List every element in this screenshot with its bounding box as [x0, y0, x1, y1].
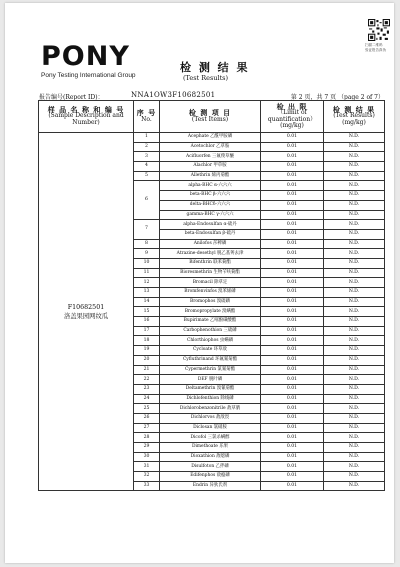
test-result: N.D. [324, 249, 385, 259]
limit-of-quantification: 0.01 [261, 384, 324, 394]
limit-of-quantification: 0.01 [261, 278, 324, 288]
row-number: 1 [134, 133, 160, 143]
test-result: N.D. [324, 258, 385, 268]
row-number: 32 [134, 472, 160, 482]
test-item: Disulfoton 乙拌磷 [160, 462, 261, 472]
test-result: N.D. [324, 181, 385, 191]
report-page [5, 3, 394, 563]
limit-of-quantification: 0.01 [261, 481, 324, 491]
test-item: Anilofos 莎稗磷 [160, 239, 261, 249]
row-number: 18 [134, 336, 160, 346]
row-number: 13 [134, 288, 160, 298]
test-result: N.D. [324, 375, 385, 385]
test-item: delta-BHCδ-六六六 [160, 200, 261, 210]
test-item: Dichlofenthion 除线磷 [160, 394, 261, 404]
qr-caption: 扫描二维码 验证报告真伪 [365, 43, 386, 52]
limit-of-quantification: 0.01 [261, 375, 324, 385]
row-number: 3 [134, 152, 160, 162]
test-item: DEF 脱叶磷 [160, 375, 261, 385]
limit-of-quantification: 0.01 [261, 171, 324, 181]
row-number: 19 [134, 346, 160, 356]
sample-number: F10682501 [67, 303, 105, 311]
limit-of-quantification: 0.01 [261, 394, 324, 404]
header-result: 检 测 结 果 (Test Results) (mg/kg) [324, 101, 385, 133]
test-result: N.D. [324, 278, 385, 288]
sample-name: 洛盖果园网纹瓜 [63, 312, 109, 320]
row-number: 29 [134, 443, 160, 453]
limit-of-quantification: 0.01 [261, 413, 324, 423]
row-number: 8 [134, 239, 160, 249]
test-item: Bromophos 溴硫磷 [160, 297, 261, 307]
header-no: 序 号 No. [134, 101, 160, 133]
test-item: Dioxathion 敌噁磷 [160, 452, 261, 462]
row-number: 30 [134, 452, 160, 462]
limit-of-quantification: 0.01 [261, 423, 324, 433]
table-row [39, 133, 385, 143]
test-result: N.D. [324, 288, 385, 298]
row-number: 24 [134, 394, 160, 404]
report-title-en: (Test Results) [183, 74, 229, 82]
limit-of-quantification: 0.01 [261, 152, 324, 162]
test-result: N.D. [324, 210, 385, 220]
test-item: beta-Endosulfan β-硫丹 [160, 229, 261, 239]
test-item: Carbophenothion 三硫磷 [160, 326, 261, 336]
limit-of-quantification: 0.01 [261, 288, 324, 298]
test-result: N.D. [324, 171, 385, 181]
limit-of-quantification: 0.01 [261, 317, 324, 327]
test-result: N.D. [324, 152, 385, 162]
row-number: 7 [134, 220, 160, 239]
row-number: 2 [134, 142, 160, 152]
limit-of-quantification: 0.01 [261, 336, 324, 346]
row-number: 33 [134, 481, 160, 491]
test-item: Bromacil 除草定 [160, 278, 261, 288]
row-number: 12 [134, 278, 160, 288]
limit-of-quantification: 0.01 [261, 462, 324, 472]
row-number: 6 [134, 181, 160, 220]
test-item: Alachlor 甲草胺 [160, 162, 261, 172]
company-name: Pony Testing International Group [41, 72, 136, 79]
test-result: N.D. [324, 142, 385, 152]
limit-of-quantification: 0.01 [261, 307, 324, 317]
company-logo [41, 43, 181, 79]
row-number: 17 [134, 326, 160, 336]
test-result: N.D. [324, 307, 385, 317]
report-title-zh: 检 测 结 果 [180, 61, 250, 74]
report-id: NNA1OW3F10682501 [131, 91, 216, 99]
limit-of-quantification: 0.01 [261, 239, 324, 249]
test-item: Cycloate 环草敌 [160, 346, 261, 356]
row-number: 28 [134, 433, 160, 443]
test-item: Dichlorobenzonitrile 敌草腈 [160, 404, 261, 414]
qr-code-icon [368, 19, 390, 41]
test-result: N.D. [324, 394, 385, 404]
limit-of-quantification: 0.01 [261, 355, 324, 365]
test-result: N.D. [324, 472, 385, 482]
row-number: 16 [134, 317, 160, 327]
test-result: N.D. [324, 133, 385, 143]
row-number: 26 [134, 413, 160, 423]
limit-of-quantification: 0.01 [261, 220, 324, 230]
row-number: 31 [134, 462, 160, 472]
test-item: Dicofol 三氯杀螨醇 [160, 433, 261, 443]
test-item: Bifenthrin 联苯菊酯 [160, 258, 261, 268]
header-sample: 样 品 名 称 和 编 号 (Sample Description and Number) [39, 101, 134, 133]
page-info: 第 2 页，共 7 页 （page 2 of 7） [290, 94, 384, 101]
row-number: 14 [134, 297, 160, 307]
test-item: Chlorthiophos 虫螨磷 [160, 336, 261, 346]
limit-of-quantification: 0.01 [261, 249, 324, 259]
test-item: Allethrin 烯丙菊酯 [160, 171, 261, 181]
limit-of-quantification: 0.01 [261, 229, 324, 239]
results-table [38, 100, 385, 491]
test-result: N.D. [324, 481, 385, 491]
test-result: N.D. [324, 200, 385, 210]
limit-of-quantification: 0.01 [261, 162, 324, 172]
row-number: 11 [134, 268, 160, 278]
test-result: N.D. [324, 191, 385, 201]
limit-of-quantification: 0.01 [261, 346, 324, 356]
header-loq: 检 出 限 （Limit of quantification） (mg/kg) [261, 101, 324, 133]
row-number: 23 [134, 384, 160, 394]
test-item: Cypermethrin 氯氰菊酯 [160, 365, 261, 375]
test-result: N.D. [324, 384, 385, 394]
test-item: Edifenphos 敌瘟磷 [160, 472, 261, 482]
test-result: N.D. [324, 413, 385, 423]
header-items: 检 测 项 目 (Test Items) [160, 101, 261, 133]
test-item: Dimethoate 乐果 [160, 443, 261, 453]
results-body [39, 133, 385, 491]
limit-of-quantification: 0.01 [261, 258, 324, 268]
test-item: alpha-BHC α-六六六 [160, 181, 261, 191]
test-result: N.D. [324, 326, 385, 336]
row-number: 20 [134, 355, 160, 365]
test-result: N.D. [324, 433, 385, 443]
test-result: N.D. [324, 452, 385, 462]
test-result: N.D. [324, 162, 385, 172]
test-item: Deltamethrin 溴氰菊酯 [160, 384, 261, 394]
test-item: beta-BHC β-六六六 [160, 191, 261, 201]
limit-of-quantification: 0.01 [261, 133, 324, 143]
test-result: N.D. [324, 229, 385, 239]
test-result: N.D. [324, 268, 385, 278]
test-item: Bioresmethrin 生物苄呋菊酯 [160, 268, 261, 278]
limit-of-quantification: 0.01 [261, 472, 324, 482]
test-item: Bupirimate 乙嘧酚磺酸酯 [160, 317, 261, 327]
limit-of-quantification: 0.01 [261, 200, 324, 210]
limit-of-quantification: 0.01 [261, 326, 324, 336]
limit-of-quantification: 0.01 [261, 181, 324, 191]
test-item: Acephate 乙酰甲胺磷 [160, 133, 261, 143]
limit-of-quantification: 0.01 [261, 443, 324, 453]
test-result: N.D. [324, 365, 385, 375]
limit-of-quantification: 0.01 [261, 452, 324, 462]
test-item: Cyfluthrinand 环氟氰菊酯 [160, 355, 261, 365]
test-result: N.D. [324, 462, 385, 472]
limit-of-quantification: 0.01 [261, 365, 324, 375]
test-item: Bromopropylate 溴螨酯 [160, 307, 261, 317]
test-result: N.D. [324, 346, 385, 356]
row-number: 4 [134, 162, 160, 172]
limit-of-quantification: 0.01 [261, 191, 324, 201]
table-header-row [39, 101, 385, 133]
limit-of-quantification: 0.01 [261, 210, 324, 220]
test-item: Acetochlor 乙草胺 [160, 142, 261, 152]
test-result: N.D. [324, 336, 385, 346]
test-item: Atrazine-desethyl 脱乙基莠去津 [160, 249, 261, 259]
row-number: 21 [134, 365, 160, 375]
row-number: 10 [134, 258, 160, 268]
test-result: N.D. [324, 239, 385, 249]
test-item: Dichlorvos 敌敌畏 [160, 413, 261, 423]
test-item: gamma-BHC γ-六六六 [160, 210, 261, 220]
test-item: Endrin 异狄氏剂 [160, 481, 261, 491]
row-number: 27 [134, 423, 160, 433]
row-number: 25 [134, 404, 160, 414]
test-result: N.D. [324, 317, 385, 327]
test-result: N.D. [324, 220, 385, 230]
limit-of-quantification: 0.01 [261, 268, 324, 278]
limit-of-quantification: 0.01 [261, 297, 324, 307]
row-number: 9 [134, 249, 160, 259]
test-item: Acifluorfen 三氟羧草醚 [160, 152, 261, 162]
row-number: 5 [134, 171, 160, 181]
limit-of-quantification: 0.01 [261, 142, 324, 152]
sample-description-cell [39, 133, 134, 491]
test-item: Diclosan 氯硝胺 [160, 423, 261, 433]
report-id-label: 报告编号(Report ID)： [39, 94, 104, 101]
limit-of-quantification: 0.01 [261, 433, 324, 443]
test-result: N.D. [324, 355, 385, 365]
test-result: N.D. [324, 443, 385, 453]
test-item: alpha-Endosulfan α-硫丹 [160, 220, 261, 230]
test-result: N.D. [324, 423, 385, 433]
row-number: 22 [134, 375, 160, 385]
row-number: 15 [134, 307, 160, 317]
test-item: Bromfenvinfos 溴苯烯磷 [160, 288, 261, 298]
logo-wordmark: PONY [41, 41, 130, 72]
test-result: N.D. [324, 404, 385, 414]
test-result: N.D. [324, 297, 385, 307]
limit-of-quantification: 0.01 [261, 404, 324, 414]
